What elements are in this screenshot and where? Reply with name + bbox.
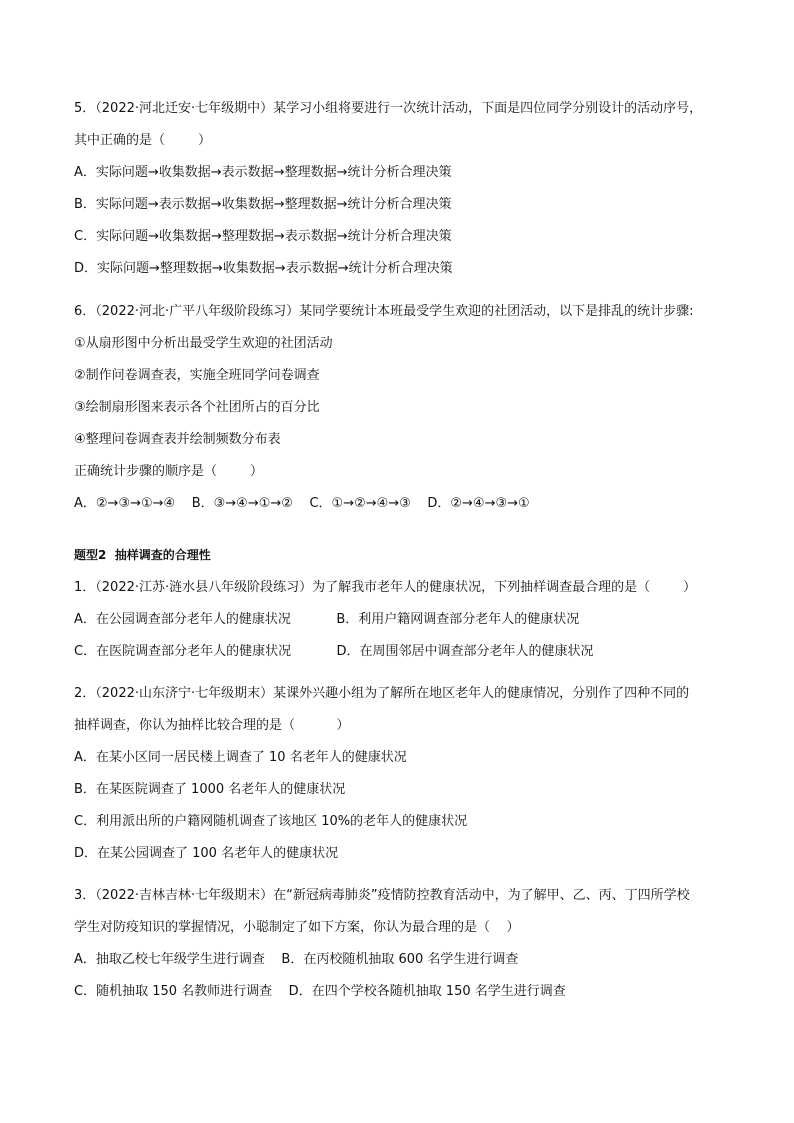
s3-options-cd: C．随机抽取 150 名教师进行调查 D．在四个学校各随机抽取 150 名学生进行调查: [74, 984, 566, 999]
q6-stem-line2: 正确统计步骤的顺序是（ ）: [74, 464, 264, 479]
q5-option-b: B．实际问题→表示数据→收集数据→整理数据→统计分析合理决策: [74, 197, 452, 212]
s1-options-ab: A．在公园调查部分老年人的健康状况 B．利用户籍网调查部分老年人的健康状况: [74, 612, 580, 627]
s2-option-d: D．在某公园调查了 100 名老年人的健康状况: [74, 846, 339, 861]
q5-option-a: A．实际问题→收集数据→表示数据→整理数据→统计分析合理决策: [74, 165, 452, 180]
section-title: 题型2 抽样调查的合理性: [74, 548, 211, 562]
s2-option-c: C．利用派出所的户籍网随机调查了该地区 10%的老年人的健康状况: [74, 814, 468, 829]
q5-stem-line1: 5．（2022·河北迁安·七年级期中）某学习小组将要进行一次统计活动，下面是四位同学分别设计的活动序号，: [74, 101, 703, 116]
q6-step-1: ①从扇形图中分析出最受学生欢迎的社团活动: [74, 336, 333, 351]
q6-step-3: ③绘制扇形图来表示各个社团所占的百分比: [74, 400, 320, 415]
q5-option-c: C．实际问题→收集数据→整理数据→表示数据→统计分析合理决策: [74, 229, 452, 244]
s2-option-a: A．在某小区同一居民楼上调查了 10 名老年人的健康状况: [74, 750, 407, 765]
s3-options-ab: A．抽取乙校七年级学生进行调查 B．在丙校随机抽取 600 名学生进行调查: [74, 952, 519, 967]
q5-option-d: D．实际问题→整理数据→收集数据→表示数据→统计分析合理决策: [74, 261, 453, 276]
s2-option-b: B．在某医院调查了 1000 名老年人的健康状况: [74, 782, 346, 797]
s3-stem-line1: 3．（2022·吉林吉林·七年级期末）在“新冠病毒肺炎”疫情防控教育活动中，为了解甲、乙、丙、丁四所学校: [74, 888, 690, 903]
s1-options-cd: C．在医院调查部分老年人的健康状况 D．在周围邻居中调查部分老年人的健康状况: [74, 644, 594, 659]
q6-stem-line1: 6．（2022·河北·广平八年级阶段练习）某同学要统计本班最受学生欢迎的社团活动，以下是排乱的统计步骤:: [74, 304, 694, 319]
s2-stem-line1: 2．（2022·山东济宁·七年级期末）某课外兴趣小组为了解所在地区老年人的健康情况，分别作了四种不同的: [74, 686, 690, 701]
s1-stem: 1．（2022·江苏·涟水县八年级阶段练习）为了解我市老年人的健康状况，下列抽样调查最合理的是（ ）: [74, 580, 697, 595]
q5-stem-line2: 其中正确的是（ ）: [74, 133, 212, 148]
s2-stem-line2: 抽样调查，你认为抽样比较合理的是（ ）: [74, 718, 350, 733]
q6-step-2: ②制作问卷调查表，实施全班同学问卷调查: [74, 368, 320, 383]
q6-options: A．②→③→①→④ B．③→④→①→② C．①→②→④→③ D．②→④→③→①: [74, 496, 530, 511]
s3-stem-line2: 学生对防疫知识的掌握情况，小聪制定了如下方案，你认为最合理的是（ ）: [74, 920, 520, 935]
q6-step-4: ④整理问卷调查表并绘制频数分布表: [74, 432, 281, 447]
